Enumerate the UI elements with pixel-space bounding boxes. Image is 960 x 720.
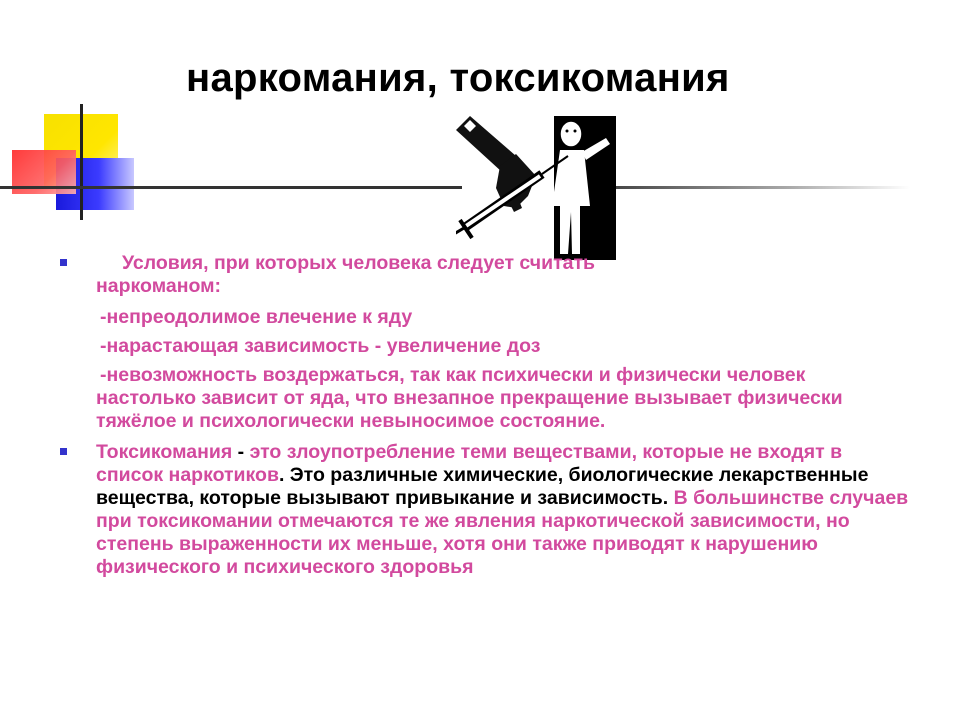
bullet-1 xyxy=(60,252,910,298)
bullet-marker xyxy=(60,259,67,266)
term-dash: - xyxy=(232,441,250,463)
condition-item-3-text: -невозможность воздержаться, так как психически и физически человек настолько зависит от яда, что внезапное прекращение вызывает физически тяжёлое и психологически невыносимое состояние. xyxy=(96,364,843,432)
condition-item-3 xyxy=(60,364,910,433)
comparison-text: В большинстве случаев при токсикомании отмечаются те же явления наркотической зависимости, но степень выраженности их меньше, хотя они также приводят к нарушению физического и психического здоровья xyxy=(96,487,909,578)
substances-description: . Это различные химические, биологические лекарственные вещества, которые вызывают привыкание и зависимость. xyxy=(96,464,869,509)
bullet-1-intro-line2: наркоманом: xyxy=(96,275,222,297)
condition-item-1: -непреодолимое влечение к яду xyxy=(100,306,413,328)
syringe-injection-illustration xyxy=(456,116,616,260)
slide-title: наркомания, токсикомания xyxy=(186,56,730,100)
term-toxicomania: Токсикомания xyxy=(96,441,233,463)
decorative-vertical-line xyxy=(80,104,83,220)
term-definition: это злоупотребление теми веществами, которые не входят в список наркотиков xyxy=(96,441,843,486)
bullet-1-intro-line1: Условия, при которых человека следует считать xyxy=(122,252,595,274)
condition-item-2: -нарастающая зависимость - увеличение доз xyxy=(100,335,541,357)
decorative-horizontal-line-left xyxy=(0,186,462,189)
bullet-marker xyxy=(60,448,67,455)
slide-content xyxy=(60,252,910,579)
decorative-horizontal-line-right xyxy=(610,186,910,189)
bullet-2 xyxy=(60,441,910,579)
